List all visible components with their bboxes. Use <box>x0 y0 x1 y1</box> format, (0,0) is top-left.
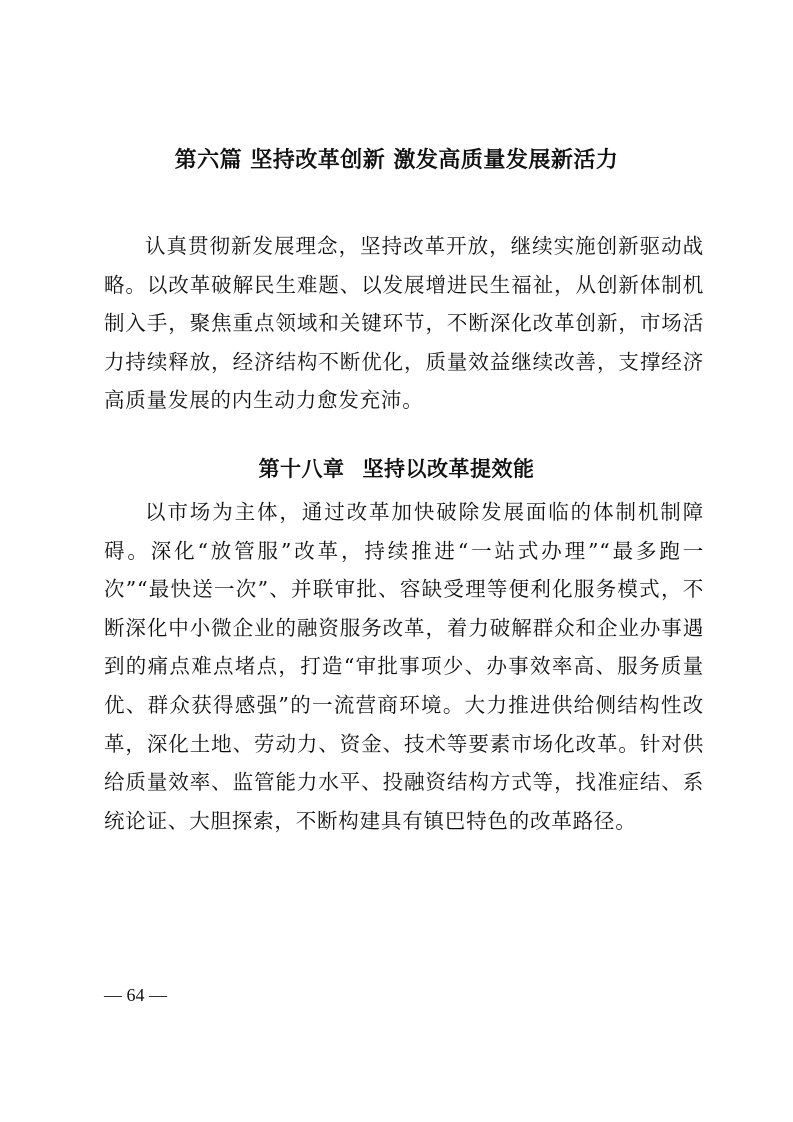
intro-paragraph: 认真贯彻新发展理念，坚持改革开放，继续实施创新驱动战略。以改革破解民生难题、以发展增进民生福祉，从创新体制机制入手，聚焦重点领域和关键环节，不断深化改革创新，市场活力持续释放，经济结构不断优化，质量效益继续改善，支撑经济高质量发展的内生动力愈发充沛。 <box>104 234 704 413</box>
chapter-paragraph: 以市场为主体，通过改革加快破除发展面临的体制机制障碍。深化“放管服”改革，持续推进“一站式办理”“最多跑一次”“最快送一次”、并联审批、容缺受理等便利化服务模式，不断深化中小微企业的融资服务改革，着力破解群众和企业办事遇到的痛点难点堵点，打造“审批事项少、办事效率高、服务质量优、群众获得感强”的一流营商环境。大力推进供给侧结构性改革，深化土地、劳动力、资金、技术等要素市场化改革。针对供给质量效率、监管能力水平、投融资结构方式等，找准症结、系统论证、大胆探索，不断构建具有镇巴特色的改革路径。 <box>104 500 704 833</box>
chapter-heading <box>0 454 793 484</box>
chapter-number: 第十八章 <box>258 457 345 481</box>
part-title: 第六篇 坚持改革创新 激发高质量发展新活力 <box>174 148 619 173</box>
page-number: — 64 — <box>104 985 167 1005</box>
chapter-title: 坚持以改革提效能 <box>362 457 535 481</box>
